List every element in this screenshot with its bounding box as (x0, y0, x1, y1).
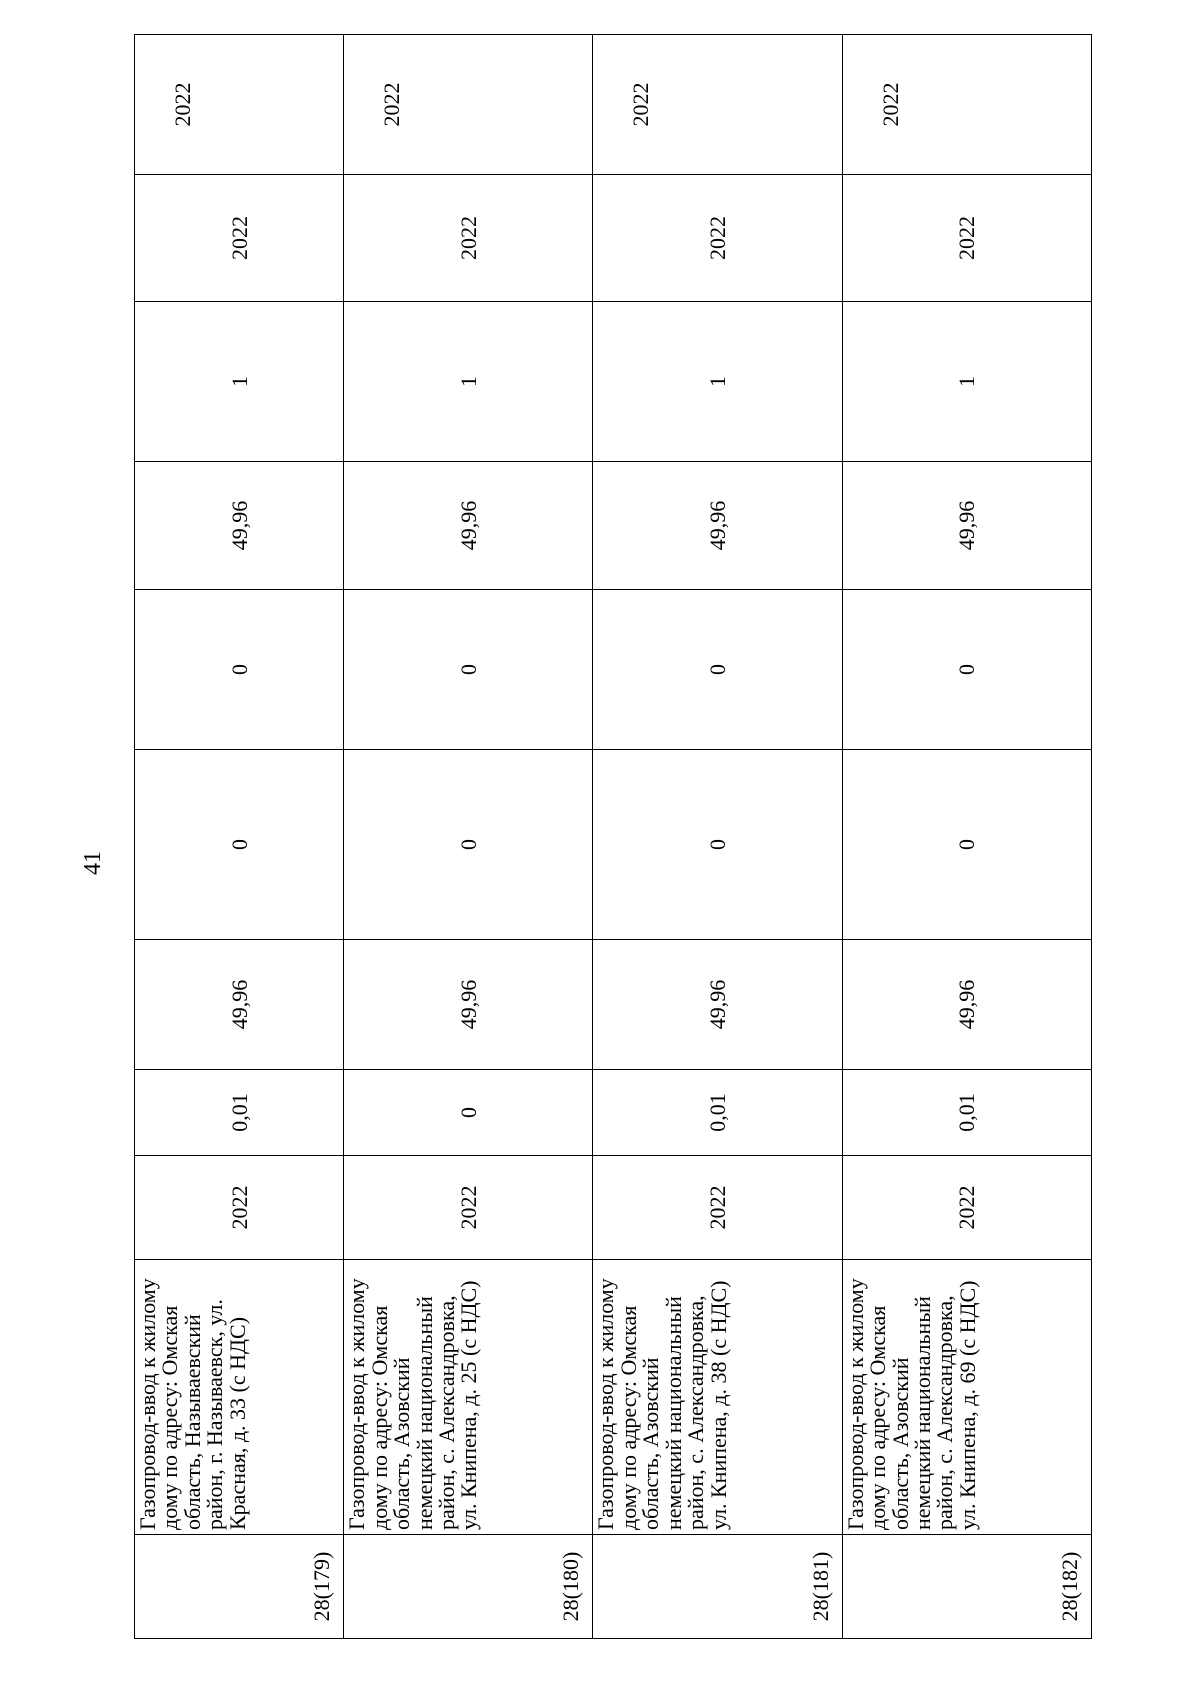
value-cell: 0 (344, 590, 593, 750)
year-cell: 2022 (593, 175, 842, 302)
value-cell: 49,96 (593, 462, 842, 590)
table-row (135, 35, 344, 1639)
value-cell: 0 (593, 750, 842, 940)
year-cell: 2022 (842, 35, 1091, 175)
year-cell: 2022 (135, 35, 344, 175)
value-cell: 49,96 (344, 940, 593, 1070)
value-cell: 0 (842, 590, 1091, 750)
value-cell: 49,96 (842, 462, 1091, 590)
value-cell: 49,96 (593, 940, 842, 1070)
table-row (593, 35, 842, 1639)
year-cell: 2022 (842, 1156, 1091, 1260)
data-table (134, 34, 1092, 1639)
year-cell: 2022 (842, 175, 1091, 302)
value-cell: 0 (135, 590, 344, 750)
value-cell: 0,01 (593, 1070, 842, 1156)
value-cell: 0 (593, 590, 842, 750)
value-cell: 0 (344, 1070, 593, 1156)
year-cell: 2022 (344, 1156, 593, 1260)
value-cell: 0 (344, 750, 593, 940)
value-cell: 49,96 (135, 940, 344, 1070)
table-row (344, 35, 593, 1639)
value-cell: 1 (593, 302, 842, 462)
value-cell: 1 (344, 302, 593, 462)
year-cell: 2022 (344, 35, 593, 175)
value-cell: 0,01 (842, 1070, 1091, 1156)
year-cell: 2022 (344, 175, 593, 302)
value-cell: 49,96 (344, 462, 593, 590)
row-id-cell: 28(182) (842, 1535, 1091, 1639)
data-table-wrapper (134, 35, 1092, 1639)
year-cell: 2022 (135, 175, 344, 302)
page-number: 41 (79, 851, 106, 875)
value-cell: 49,96 (842, 940, 1091, 1070)
year-cell: 2022 (135, 1156, 344, 1260)
value-cell: 1 (135, 302, 344, 462)
value-cell: 0,01 (135, 1070, 344, 1156)
row-id-cell: 28(180) (344, 1535, 593, 1639)
object-name-cell: Газопровод-ввод к жилому дому по адресу: Омская область, Азовский немецкий национальный район, с. Александровка, ул. Книпена, д. 25 (с НДС) (344, 1260, 593, 1535)
value-cell: 0 (135, 750, 344, 940)
row-id-cell: 28(181) (593, 1535, 842, 1639)
object-name-cell: Газопровод-ввод к жилому дому по адресу: Омская область, Называевский район, г. Называевск, ул. Красная, д. 33 (с НДС) (135, 1260, 344, 1535)
value-cell: 0 (842, 750, 1091, 940)
table-row (842, 35, 1091, 1639)
object-name-cell: Газопровод-ввод к жилому дому по адресу: Омская область, Азовский немецкий национальный район, с. Александровка, ул. Книпена, д. 38 (с НДС) (593, 1260, 842, 1535)
object-name-cell: Газопровод-ввод к жилому дому по адресу: Омская область, Азовский немецкий национальный район, с. Александровка, ул. Книпена, д. 69 (с НДС) (842, 1260, 1091, 1535)
value-cell: 49,96 (135, 462, 344, 590)
row-id-cell: 28(179) (135, 1535, 344, 1639)
year-cell: 2022 (593, 35, 842, 175)
value-cell: 1 (842, 302, 1091, 462)
year-cell: 2022 (593, 1156, 842, 1260)
